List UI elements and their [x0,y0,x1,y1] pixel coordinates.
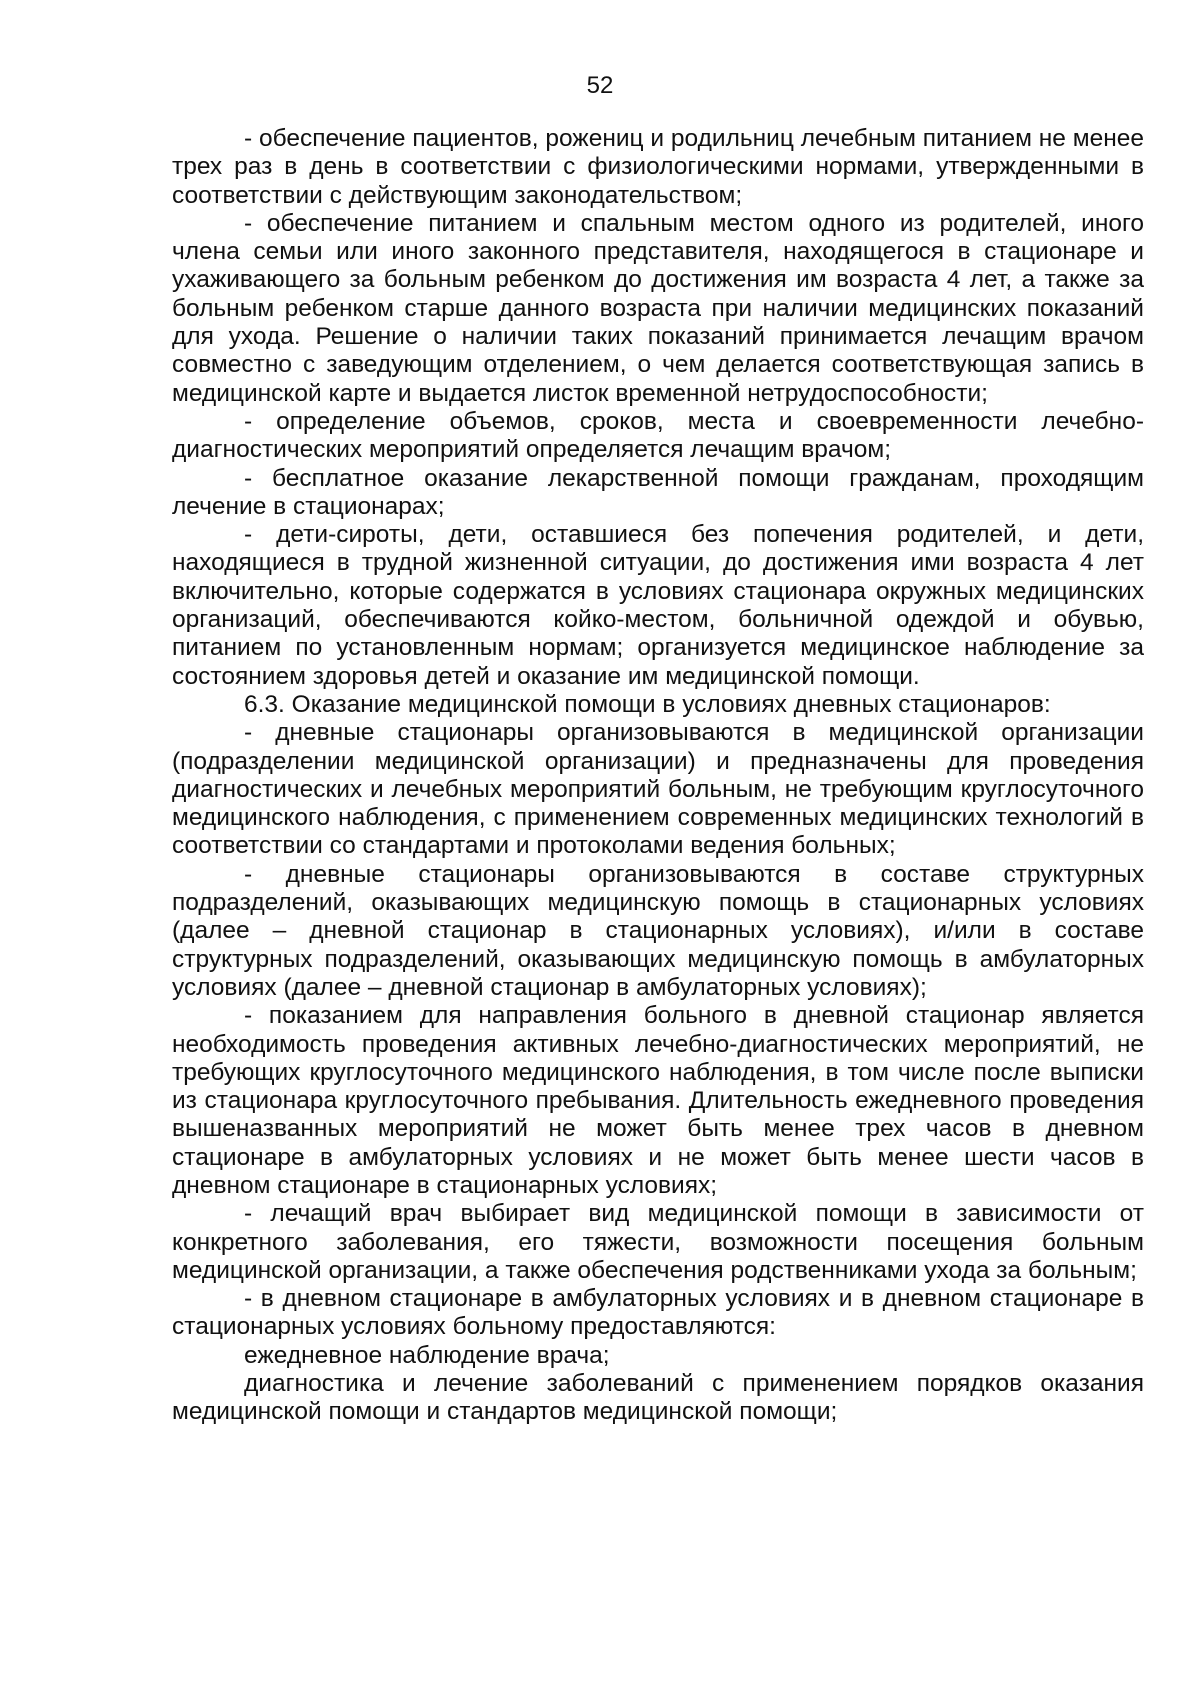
paragraph-free-medication: - бесплатное оказание лекарственной помощи гражданам, проходящим лечение в стационарах; [172,464,1144,520]
paragraph-referral-indication: - показанием для направления больного в дневной стационар является необходимость проведения активных лечебно-диагностических мероприятий, не требующих круглосуточного медицинского наблюдения, в том числе после выписки из стационара круглосуточного пребывания. Длительность ежедневного проведения вышеназванных мероприятий не может быть менее трех часов в дневном стационаре в амбулаторных условиях и не может быть менее шести часов в дневном стационаре в стационарных условиях; [172,1002,1144,1199]
paragraph-patient-nutrition: - обеспечение пациентов, рожениц и родильниц лечебным питанием не менее трех раз в день в соответствии с физиологическими нормами, утвержденными в соответствии с действующим законодательством; [172,125,1144,209]
document-body [172,125,1144,1427]
paragraph-day-hospital-purpose: - дневные стационары организовываются в медицинской организации (подразделении медицинской организации) и предназначены для проведения диагностических и лечебных мероприятий больным, не требующим круглосуточного медицинского наблюдения, с применением современных медицинских технологий в соответствии со стандартами и протоколами ведения больных; [172,719,1144,860]
paragraph-parent-accommodation: - обеспечение питанием и спальным местом одного из родителей, иного члена семьи или иного законного представителя, находящегося в стационаре и ухаживающего за больным ребенком до достижения им возраста 4 лет, а также за больным ребенком старше данного возраста при наличии медицинских показаний для ухода. Решение о наличии таких показаний принимается лечащим врачом совместно с заведующим отделением, о чем делается соответствующая запись в медицинской карте и выдается листок временной нетрудоспособности; [172,209,1144,407]
paragraph-doctor-choice: - лечащий врач выбирает вид медицинской помощи в зависимости от конкретного заболевания, его тяжести, возможности посещения больным медицинской организации, а также обеспечения родственниками ухода за больным; [172,1200,1144,1284]
paragraph-services-provided: - в дневном стационаре в амбулаторных условиях и в дневном стационаре в стационарных условиях больному предоставляются: [172,1285,1144,1341]
section-heading-day-hospitals: 6.3. Оказание медицинской помощи в условиях дневных стационаров: [244,690,1051,718]
page-number: 52 [586,72,614,99]
paragraph-diagnostics-treatment: диагностика и лечение заболеваний с применением порядков оказания медицинской помощи и стандартов медицинской помощи; [172,1370,1144,1426]
paragraph-orphan-children: - дети-сироты, дети, оставшиеся без попечения родителей, и дети, находящиеся в трудной жизненной ситуации, до достижения ими возраста 4 лет включительно, которые содержатся в условиях стационара окружных медицинских организаций, обеспечиваются койко-местом, больничной одеждой и обувью, питанием по установленным нормам; организуется медицинское наблюдение за состоянием здоровья детей и оказание им медицинской помощи. [172,521,1144,690]
paragraph-treatment-scope: - определение объемов, сроков, места и своевременности лечебно-диагностических мероприятий определяется лечащим врачом; [172,407,1144,464]
paragraph-day-hospital-structure: - дневные стационары организовываются в составе структурных подразделений, оказывающих медицинскую помощь в стационарных условиях (далее – дневной стационар в стационарных условиях), и/или в составе структурных подразделений, оказывающих медицинскую помощь в амбулаторных условиях (далее – дневной стационар в амбулаторных условиях); [172,860,1144,1001]
paragraph-daily-observation: ежедневное наблюдение врача; [244,1341,610,1369]
